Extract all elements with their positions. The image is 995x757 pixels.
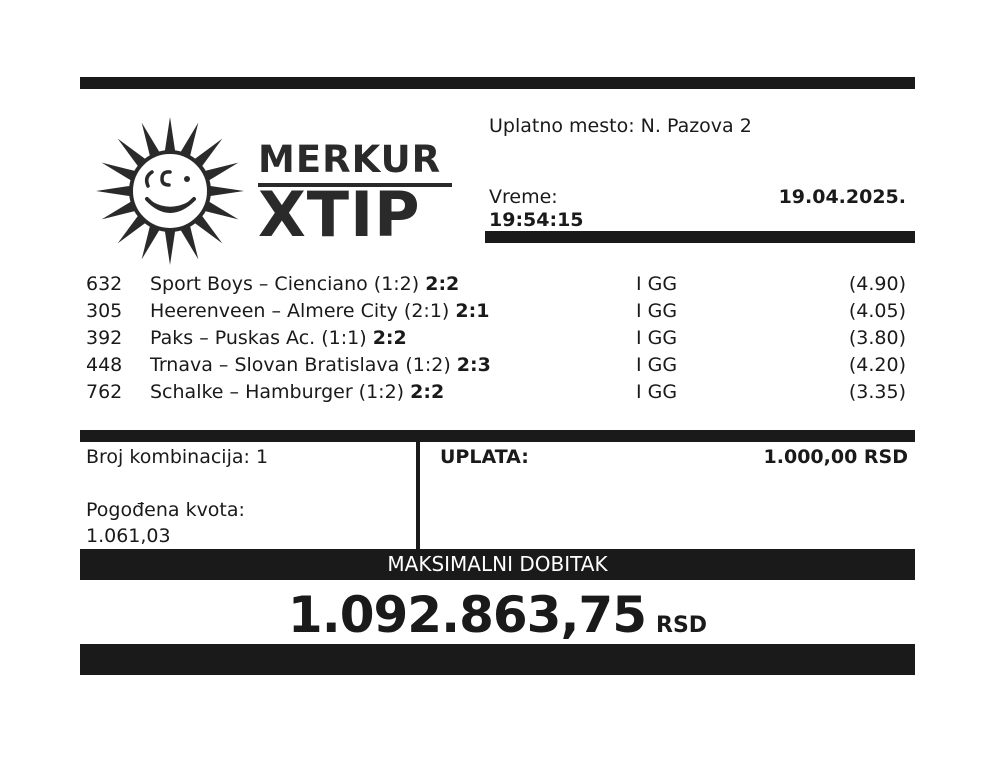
match-score: 2:3 xyxy=(456,354,491,376)
max-win-value: 1.092.863,75 xyxy=(287,586,647,644)
sun-ray xyxy=(180,123,198,157)
match-odd: (4.90) xyxy=(848,273,906,295)
sun-ray xyxy=(96,186,130,196)
match-score: 2:2 xyxy=(410,381,445,403)
match-teams xyxy=(150,271,459,298)
match-bet: I GG xyxy=(636,354,678,376)
summary-divider xyxy=(416,440,420,550)
ticket-time: 19:54:15 xyxy=(489,209,584,231)
time-label: Vreme: xyxy=(489,186,558,208)
max-win-currency: RSD xyxy=(656,613,708,638)
match-odd: (3.80) xyxy=(848,327,906,349)
match-teams-text: Trnava – Slovan Bratislava (1:2) xyxy=(150,354,451,376)
odds-value: 1.061,03 xyxy=(86,525,171,547)
payment-place xyxy=(489,115,752,137)
combinations xyxy=(86,446,268,468)
match-teams xyxy=(150,298,489,325)
top-rule xyxy=(80,77,915,89)
brand-name-line1: MERKUR xyxy=(258,138,442,181)
match-bet: I GG xyxy=(636,273,678,295)
match-id: 762 xyxy=(86,381,123,403)
sun-ray xyxy=(142,123,160,157)
max-win-banner: MAKSIMALNI DOBITAK xyxy=(80,549,915,580)
match-row xyxy=(86,379,906,406)
stake-value: 1.000,00 RSD xyxy=(763,446,908,468)
match-teams xyxy=(150,379,444,406)
match-row xyxy=(86,325,906,352)
match-score: 2:1 xyxy=(455,300,490,322)
match-odd: (4.20) xyxy=(848,354,906,376)
match-row xyxy=(86,352,906,379)
match-odd: (4.05) xyxy=(848,300,906,322)
sun-face-icon xyxy=(92,115,248,267)
sun-ray xyxy=(102,201,136,219)
match-bet: I GG xyxy=(636,381,678,403)
match-id: 392 xyxy=(86,327,123,349)
match-row xyxy=(86,271,906,298)
bottom-rule xyxy=(80,644,915,675)
brand-name-line2: XTIP xyxy=(258,178,421,251)
sun-ray xyxy=(210,186,244,196)
combinations-value: 1 xyxy=(255,446,269,468)
match-teams-text: Sport Boys – Cienciano (1:2) xyxy=(150,273,420,295)
match-bet: I GG xyxy=(636,300,678,322)
max-win-amount xyxy=(0,584,995,646)
match-score: 2:2 xyxy=(372,327,407,349)
match-teams xyxy=(150,325,407,352)
odds-label: Pogođena kvota: xyxy=(86,499,245,521)
match-odd: (3.35) xyxy=(848,381,906,403)
summary-rule xyxy=(80,430,915,442)
match-row xyxy=(86,298,906,325)
combinations-label: Broj kombinacija: xyxy=(86,446,250,468)
match-id: 448 xyxy=(86,354,123,376)
sun-ray xyxy=(165,117,175,151)
sun-ray xyxy=(180,226,198,260)
match-id: 305 xyxy=(86,300,123,322)
sun-ray xyxy=(102,163,136,181)
match-teams-text: Paks – Puskas Ac. (1:1) xyxy=(150,327,367,349)
match-score: 2:2 xyxy=(425,273,460,295)
header-rule xyxy=(485,231,915,243)
sun-ray xyxy=(165,231,175,265)
sun-ray xyxy=(205,163,239,181)
payment-place-value: N. Pazova 2 xyxy=(640,115,752,137)
ticket-date: 19.04.2025. xyxy=(778,186,906,208)
payment-place-label: Uplatno mesto: xyxy=(489,115,635,137)
match-teams-text: Heerenveen – Almere City (2:1) xyxy=(150,300,450,322)
match-list xyxy=(86,271,906,406)
sun-ray xyxy=(142,226,160,260)
match-id: 632 xyxy=(86,273,123,295)
stake-label: UPLATA: xyxy=(440,446,529,468)
match-teams-text: Schalke – Hamburger (1:2) xyxy=(150,381,405,403)
match-bet: I GG xyxy=(636,327,678,349)
match-teams xyxy=(150,352,491,379)
sun-ray xyxy=(205,201,239,219)
